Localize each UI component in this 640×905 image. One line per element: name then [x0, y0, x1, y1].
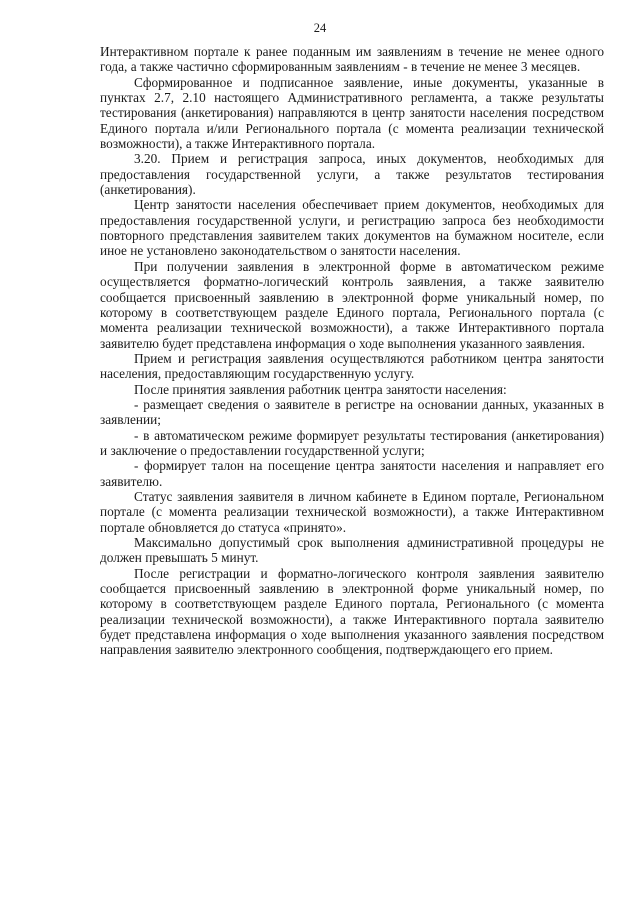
- document-body: [100, 44, 604, 658]
- paragraph: Центр занятости населения обеспечивает прием документов, необходимых для предоставления государственной услуги, и регистрацию запроса без необходимости повторного представления заявителем таких документов на бумажном носителе, если иное не установлено законодательством о занятости населения.: [100, 197, 604, 259]
- paragraph: - формирует талон на посещение центра занятости населения и направляет его заявителю.: [100, 458, 604, 489]
- paragraph: Прием и регистрация заявления осуществляются работником центра занятости населения, предоставляющим государственную услугу.: [100, 350, 604, 382]
- paragraph: - в автоматическом режиме формирует результаты тестирования (анкетирования) и заключение о предоставлении государственной услуги;: [100, 427, 604, 458]
- paragraph: Максимально допустимый срок выполнения административной процедуры не должен превышать 5 минут.: [100, 535, 604, 566]
- paragraph: 3.20. Прием и регистрация запроса, иных документов, необходимых для предоставления государственной услуги, а также результатов тестирования (анкетирования).: [100, 151, 604, 198]
- paragraph: При получении заявления в электронной форме в автоматическом режиме осуществляется форматно-логический контроль заявления, а также заявителю сообщается присвоенный заявлению в электронной форме уникальный номер, по которому в соответствующем разделе Единого портала, Регионального портала (с момента реализации технической возможности), а также Интерактивного портала заявителю будет представлена информация о ходе выполнения указанного заявления.: [100, 258, 604, 351]
- paragraph: - размещает сведения о заявителе в регистре на основании данных, указанных в заявлении;: [100, 396, 604, 428]
- paragraph: Сформированное и подписанное заявление, иные документы, указанные в пунктах 2.7, 2.10 настоящего Административного регламента, а также результаты тестирования (анкетирования) направляются в центр занятости населения посредством Единого портала и/или Регионального портала (с момента реализации технической возможности), а также Интерактивного портала.: [100, 74, 604, 152]
- paragraph: Статус заявления заявителя в личном кабинете в Едином портале, Региональном портале (с момента реализации технической возможности), а также Интерактивном портале обновляется до статуса «принято».: [100, 488, 604, 535]
- paragraph: После регистрации и форматно-логического контроля заявления заявителю сообщается присвоенный заявлению в электронной форме уникальный номер, по которому в соответствующем разделе Единого портала, Регионального (с момента реализации технической возможности), а также Интерактивного портала заявителю будет представлена информация о ходе выполнения указанного заявления посредством направления заявителю электронного сообщения, подтверждающего его прием.: [100, 565, 604, 658]
- page-number: 24: [313, 21, 327, 35]
- paragraph: После принятия заявления работник центра занятости населения:: [134, 381, 507, 397]
- paragraph: Интерактивном портале к ранее поданным им заявлениям в течение не менее одного года, а также частично сформированным заявлениям - в течение не менее 3 месяцев.: [100, 44, 604, 75]
